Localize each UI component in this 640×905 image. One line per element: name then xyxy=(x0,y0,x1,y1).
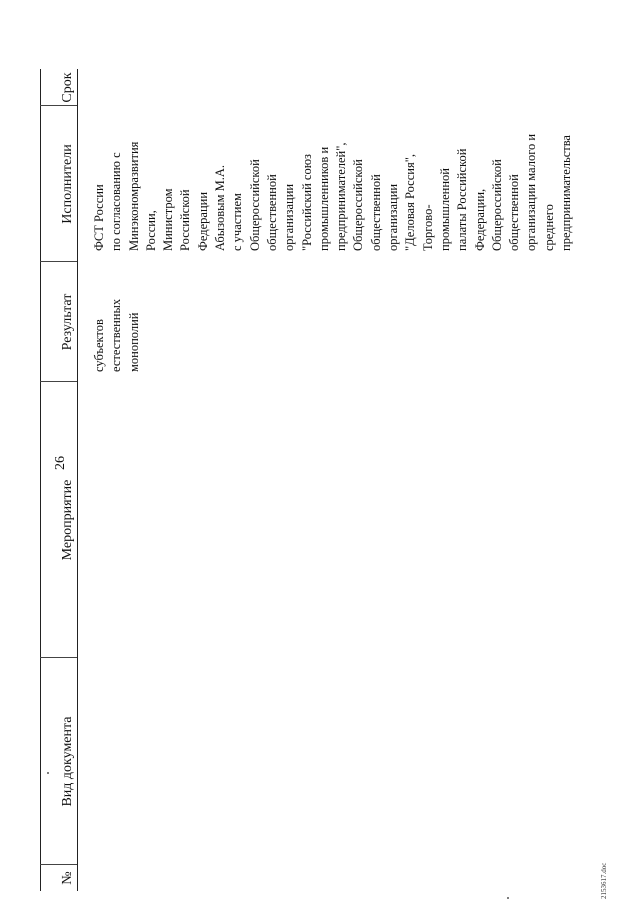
executor-line: промышленной xyxy=(437,168,452,251)
executors-cell xyxy=(91,134,575,251)
executor-line: организации xyxy=(386,183,401,251)
executor-line: Федерации xyxy=(195,191,210,251)
header-activity: Мероприятие xyxy=(60,479,75,561)
executor-line: организации малого и xyxy=(524,133,539,251)
result-line: субъектов xyxy=(92,319,106,372)
executor-line: ФСТ России xyxy=(92,184,106,251)
executor-line: общественной xyxy=(507,174,522,251)
executor-line: Абызовым М.А. xyxy=(213,165,228,251)
header-deadline: Срок xyxy=(60,72,75,103)
result-line: естественных xyxy=(109,298,124,372)
executor-line: Общероссийской xyxy=(489,159,504,251)
page-number: 26 xyxy=(53,456,68,470)
executor-line: с участием xyxy=(230,193,245,251)
executor-line: предпринимателей", xyxy=(334,142,349,251)
executor-line: "Российский союз xyxy=(299,154,314,251)
executor-line: Министром xyxy=(161,188,176,251)
result-line: монополий xyxy=(126,312,141,372)
executor-line: общественной xyxy=(368,174,383,251)
header-doc-type: Вид документа xyxy=(60,716,75,807)
scan-speck xyxy=(47,772,49,774)
header-number: № xyxy=(60,871,75,885)
header-result: Результат xyxy=(60,293,75,351)
executor-line: России, xyxy=(143,210,158,251)
executor-line: Российской xyxy=(178,189,193,251)
executor-line: Общероссийской xyxy=(247,159,262,251)
executor-line: предпринимательства xyxy=(559,135,574,251)
scan-speck xyxy=(507,897,509,899)
executor-line: Минэкономразвития xyxy=(126,141,141,251)
executor-line: Федерации, xyxy=(472,188,487,251)
executor-line: общественной xyxy=(264,174,279,251)
executor-line: по согласованию с xyxy=(109,152,124,251)
executor-line: промышленников и xyxy=(316,146,331,251)
executor-line: палаты Российской xyxy=(455,148,470,251)
executor-line: организации xyxy=(282,183,297,251)
executor-line: "Деловая Россия", xyxy=(403,154,418,251)
executor-line: среднего xyxy=(541,204,556,251)
result-cell xyxy=(91,299,143,372)
header-executors: Исполнители xyxy=(60,144,75,224)
executor-line: Торгово- xyxy=(420,204,435,251)
executor-line: Общероссийской xyxy=(351,159,366,251)
header-bottom-rule xyxy=(77,69,78,891)
footer-doc-id: 2153617.doc xyxy=(600,862,608,899)
